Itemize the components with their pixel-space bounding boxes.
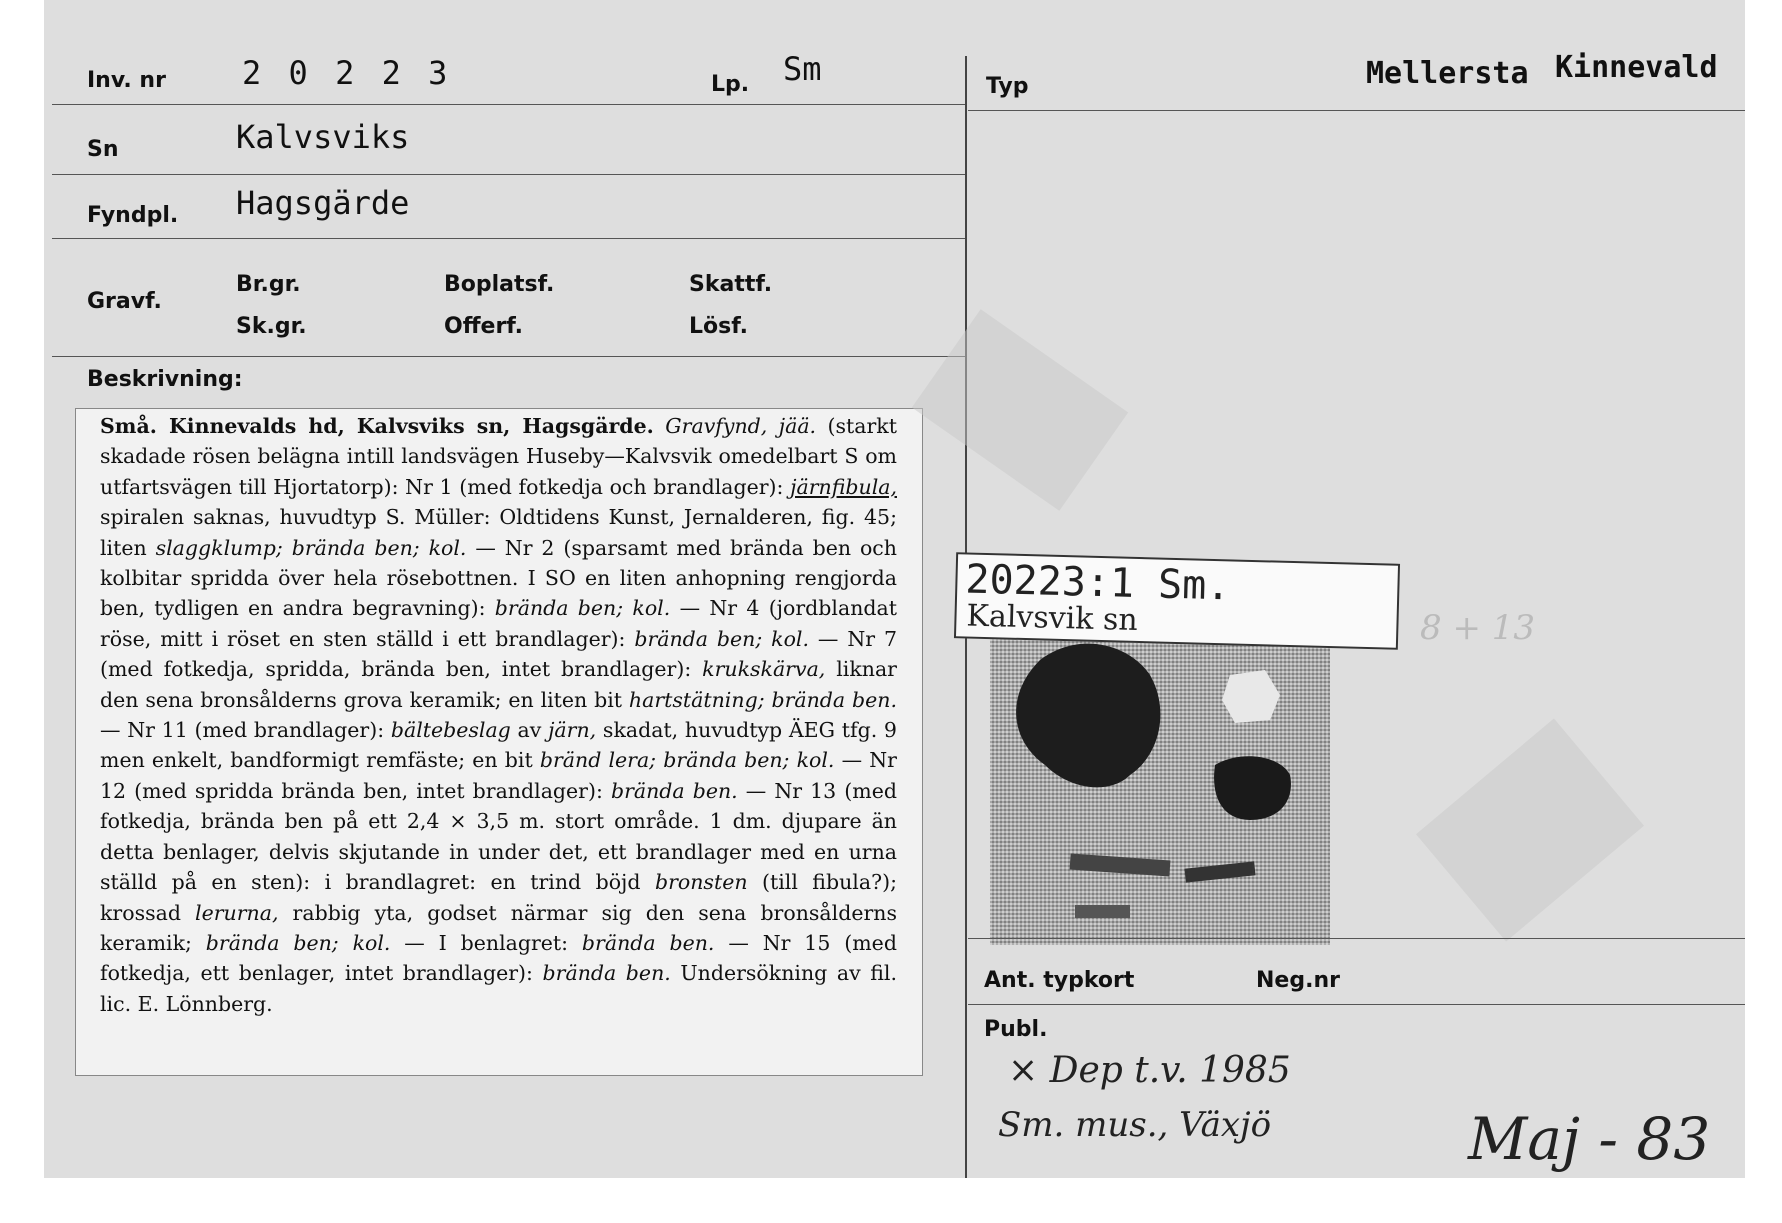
description-segment: — Nr 12 (med spridda brända ben, intet brandlager):	[100, 748, 897, 803]
iron-fragment	[1075, 905, 1130, 918]
card-bottom-margin	[0, 1178, 1782, 1223]
description-segment: — Nr 2 (sparsamt med brända ben och kolbitar spridda över hela rösebottnen. I SO en liten anhopning rengjorda ben, tydligen en andra begravning):	[100, 535, 897, 621]
description-artifact: brända ben.	[542, 961, 671, 986]
faint-pencil-note: 8 + 13	[1420, 608, 1535, 648]
description-artifact: järn,	[548, 718, 597, 743]
description-segment: liknar den sena bronsålderns grova keramik; en liten bit	[100, 657, 897, 712]
description-segment: av	[517, 718, 542, 743]
finds-photograph	[990, 625, 1330, 945]
card-right-margin	[1745, 0, 1782, 1223]
neg-nr-label: Neg.nr	[1256, 968, 1340, 993]
description-artifact: brända ben; kol.	[205, 930, 391, 955]
description-artifact: slaggklump; brända ben; kol.	[155, 535, 467, 560]
slag-lump	[1016, 644, 1160, 788]
finds-objects	[990, 625, 1330, 945]
inv-nr-value: 2 0 2 2 3	[242, 54, 452, 92]
description-artifact: järnfibula,	[790, 474, 897, 499]
description-segment: — Nr 13 (med fotkedja, brända ben på ett 2,4 × 3,5 m. stort område. 1 dm. djupare än detta benlager, delvis skjutande in under det, ett brandlager med en urna ställd på en sten): i brandlagret: en trind böjd	[100, 778, 897, 895]
description-text	[100, 411, 897, 1019]
description-artifact: brända ben; kol.	[494, 596, 671, 621]
iron-fragment	[1070, 854, 1171, 877]
divider	[968, 938, 1745, 939]
divider	[52, 104, 967, 105]
skattf-label: Skattf.	[689, 272, 773, 297]
typ-label: Typ	[986, 74, 1029, 99]
boplatsf-label: Boplatsf.	[444, 272, 555, 297]
description-artifact: brända ben.	[610, 778, 738, 803]
handwritten-deposit-note: × Dep t.v. 1985	[1008, 1050, 1291, 1091]
description-segment: — Nr 7 (med fotkedja, spridda, brända ben, intet brandlager):	[100, 626, 897, 682]
inv-nr-label: Inv. nr	[87, 68, 166, 93]
description-artifact: bältebeslag	[390, 718, 511, 743]
description-segment: (till fibula?); krossad	[100, 870, 897, 925]
sn-label: Sn	[87, 137, 119, 162]
description-segment: spiralen saknas, huvudtyp S. Müller: Oldtidens Kunst, Jernalderen, fig. 45; liten	[100, 505, 897, 560]
description-artifact: krukskärva,	[702, 657, 826, 682]
description-segment: — Nr 4 (jordblandat röse, mitt i röset en sten ställd i ett brandlager):	[100, 596, 897, 651]
divider	[52, 356, 967, 357]
beskrivning-label: Beskrivning:	[87, 367, 243, 392]
bone-fragment	[1222, 670, 1280, 723]
description-segment: — Nr 11 (med brandlager):	[100, 718, 385, 743]
lp-label: Lp.	[711, 72, 750, 97]
divider	[52, 238, 967, 239]
description-segment: skadat, huvudtyp ÄEG tfg. 9 men enkelt, bandformigt remfäste; en bit	[100, 718, 897, 773]
description-artifact: bränd lera; brända ben; kol.	[539, 748, 835, 773]
br-gr-label: Br.gr.	[236, 272, 301, 297]
description-segment: Undersökning av fil. lic. E. Lönnberg.	[100, 961, 897, 1016]
description-segment: — I benlagret:	[404, 930, 569, 955]
photo-label-strip	[954, 552, 1400, 650]
sn-value: Kalvsviks	[236, 118, 410, 156]
description-artifact: lerurna,	[195, 900, 279, 925]
description-artifact: brända ben; kol.	[634, 626, 810, 651]
lp-value: Sm	[783, 50, 822, 88]
description-artifact: bronsten	[654, 870, 748, 895]
photo-label-line1: 20223:1 Sm.	[964, 556, 1231, 610]
handwritten-date: Maj - 83	[1468, 1105, 1711, 1173]
description-segment: (starkt skadade rösen belägna intill landsvägen Huseby—Kalvsvik omedelbart S om utfartsvägen till Hjortatorp): Nr 1 (med fotkedja och brandlager):	[100, 414, 897, 499]
publ-label: Publ.	[984, 1017, 1048, 1042]
description-find-type: Gravfynd, jää.	[665, 414, 817, 438]
fibula-fragment	[1214, 756, 1291, 820]
fyndpl-value: Hagsgärde	[236, 184, 410, 222]
offerf-label: Offerf.	[444, 314, 524, 339]
fyndpl-label: Fyndpl.	[87, 203, 179, 228]
iron-fragment	[1184, 861, 1255, 882]
description-artifact: hartstätning; brända ben.	[628, 687, 897, 712]
divider	[968, 110, 1745, 111]
ant-typkort-label: Ant. typkort	[984, 968, 1135, 993]
losf-label: Lösf.	[689, 314, 748, 339]
sk-gr-label: Sk.gr.	[236, 314, 307, 339]
description-heading: Små. Kinnevalds hd, Kalvsviks sn, Hagsgärde.	[100, 414, 654, 438]
divider	[968, 1004, 1745, 1005]
typ-value-part1: Mellersta	[1366, 56, 1529, 91]
handwritten-museum-note: Sm. mus., Växjö	[998, 1105, 1272, 1145]
gravf-label: Gravf.	[87, 289, 162, 314]
divider	[52, 174, 967, 175]
description-artifact: brända ben.	[581, 930, 715, 955]
typ-value-part2: Kinnevald	[1555, 50, 1718, 85]
photo-label-line2: Kalvsvik sn	[966, 598, 1139, 638]
description-segment: — Nr 15 (med fotkedja, ett benlager, intet brandlager):	[100, 930, 897, 986]
description-segment: rabbig yta, godset närmar sig den sena bronsålderns keramik;	[100, 900, 897, 955]
